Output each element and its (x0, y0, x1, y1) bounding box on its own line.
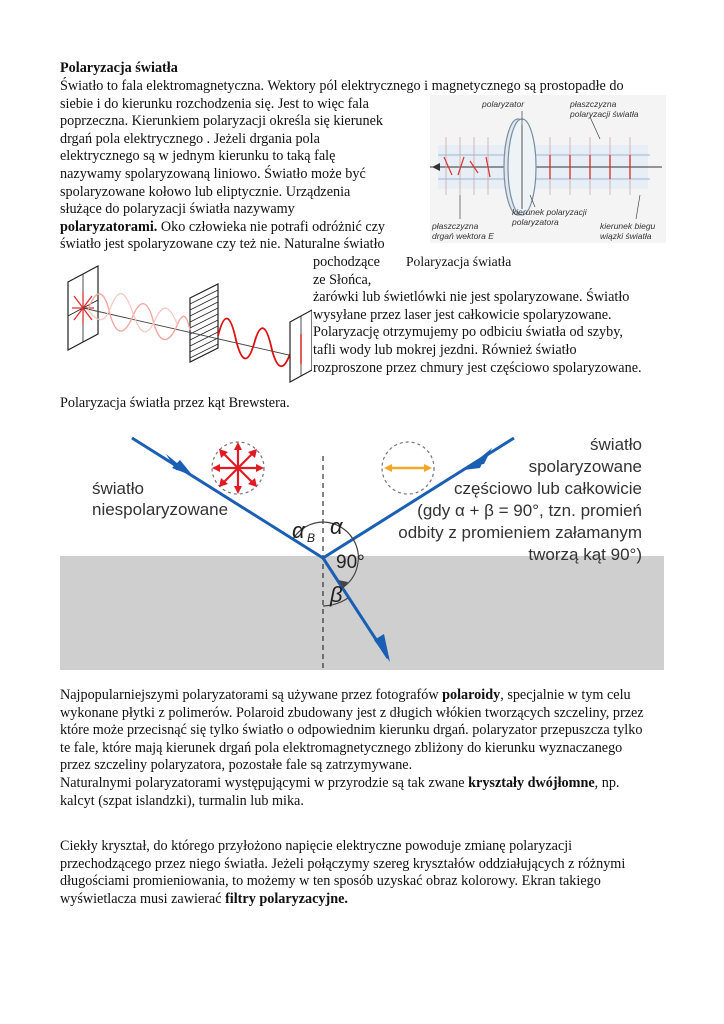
angle-alpha: α (330, 514, 343, 539)
label-polarized: częściowo lub całkowicie (453, 479, 642, 498)
angle-alpha-b: α (292, 518, 305, 543)
lcd-line (60, 891, 348, 909)
figure-caption: Polaryzacja światła (406, 254, 512, 269)
intro-line: nazywamy spolaryzowaną liniowo. Światło może być (60, 166, 366, 182)
intro-line: wysyłane przez laser jest całkowicie spolaryzowane. (313, 306, 612, 323)
angle-90: 90° (336, 552, 365, 573)
polaroid-line: kalcyt (szpat islandzki), turmalin lub mika. (60, 792, 304, 809)
polaroid-text: Najpopularniejszymi polaryzatorami są używane przez fotografów (60, 687, 443, 703)
label-polarized: tworzą kąt 90°) (528, 545, 642, 564)
polaroid-line (60, 775, 619, 793)
section-title-brewster: Polaryzacja światła przez kąt Brewstera. (60, 395, 290, 411)
intro-line (60, 219, 385, 237)
intro-line: drgań pola elektrycznego . Jeżeli drgania pola (60, 130, 320, 147)
polaroid-line: które może przecisnąć się tylko światło o odpowiednim kierunku drgań. polaryzator przepuszcza tylko (60, 722, 643, 739)
page-title: Polaryzacja światła (60, 60, 178, 76)
intro-line: służące do polaryzacji światła nazywamy (60, 201, 295, 218)
polaroid-line: wykonane płytki z polimerów. Polaroid zbudowany jest z długich włókien tworzących szczeliny, przez (60, 704, 644, 721)
label-unpolarized: światło (92, 479, 144, 498)
lcd-line: przechodzącego przez niego światła. Jeżeli połączymy szereg kryształów oddziałujących z różnymi (60, 855, 626, 872)
polaroid-line: te fale, które mają kierunek drgań pola elektromagnetycznego zbliżony do kierunku wyznaczanego (60, 739, 623, 756)
intro-text: Oko człowieka nie potrafi odróżnić czy (157, 218, 386, 235)
intro-line: żarówki lub świetlówki nie jest spolaryzowane. Światło (313, 289, 630, 306)
intro-line: tafli wody lub mokrej jezdni. Również światło (313, 342, 577, 358)
intro-line: światło jest spolaryzowane czy też nie. Naturalne światło (60, 236, 385, 253)
polaroid-text: , specjalnie w tym celu (500, 687, 631, 703)
label-plane-light: płaszczyzna (570, 99, 617, 109)
lcd-text: wyświetlacza musi zawierać (60, 890, 226, 907)
bold-term-filtry: filtry polaryzacyjne. (225, 890, 348, 907)
angle-alpha-b-sub: B (307, 531, 316, 545)
intro-line: siebie i do kierunku rozchodzenia się. Jest to więc fala (60, 95, 369, 112)
bold-term-polaryzatory: polaryzatorami. (60, 218, 158, 235)
intro-line: pochodzące (313, 254, 380, 270)
label-unpolarized: niespolaryzowane (92, 500, 229, 519)
label-polarized: światło (590, 435, 642, 454)
angle-beta: β (330, 582, 343, 607)
intro-line: elektrycznego są w jednym kierunku to taką falę (60, 148, 336, 165)
label-plane-e: drgań wektora E (432, 231, 494, 241)
label-polarized: (gdy α + β = 90°, tzn. promień (417, 501, 642, 520)
bold-term-krysztaly: kryształy dwójłomne (468, 775, 595, 791)
label-dir-beam: wiązki światła (600, 231, 652, 241)
glass-medium (60, 556, 664, 670)
bold-term-polaroidy: polaroidy (442, 687, 501, 703)
polaroid-text: , np. (594, 775, 620, 791)
polaroid-line (60, 687, 631, 705)
lcd-line: długościami promieniowania, to możemy w ten sposób uzyskać obraz kolorowy. Ekran takiego (60, 873, 601, 890)
brewster-diagram (60, 420, 664, 670)
polaroid-line: przez szczeliny polaryzatora, pozostałe fale są zatrzymywane. (60, 757, 413, 774)
label-dir-polarizer: kierunek polaryzacji (512, 207, 587, 217)
label-dir-polarizer: polaryzatora (512, 217, 559, 227)
label-plane-light: polaryzacji światła (570, 109, 639, 119)
intro-line: Polaryzację otrzymujemy po odbiciu światła od szyby, (313, 324, 623, 341)
intro-line: Światło to fala elektromagnetyczna. Wektory pól elektrycznego i magnetycznego są prostopadłe do (60, 78, 624, 94)
polaroid-text: Naturalnymi polaryzatorami występującymi w przyrodzie są tak zwane (60, 775, 469, 791)
polarizer-diagram (430, 95, 666, 243)
label-polarized: odbity z promieniem załamanym (398, 523, 642, 542)
label-polarized: spolaryzowane (528, 457, 642, 476)
label-plane-e: płaszczyzna (432, 221, 479, 231)
intro-line: poprzeczna. Kierunkiem polaryzacji określa się kierunek (60, 113, 384, 130)
intro-line: ze Słońca, (313, 271, 372, 288)
lcd-line: Ciekły kryształ, do którego przyłożono napięcie elektryczne powoduje zmianę polaryzacji (60, 838, 573, 854)
intro-line: rozproszone przez chmury jest częściowo spolaryzowane. (313, 359, 642, 376)
wave-polarization-illustration (58, 252, 312, 384)
label-polarizer: polaryzator (482, 99, 525, 109)
intro-line: spolaryzowane kołowo lub eliptycznie. Urządzenia (60, 183, 351, 200)
label-dir-beam: kierunek biegu (600, 221, 656, 231)
